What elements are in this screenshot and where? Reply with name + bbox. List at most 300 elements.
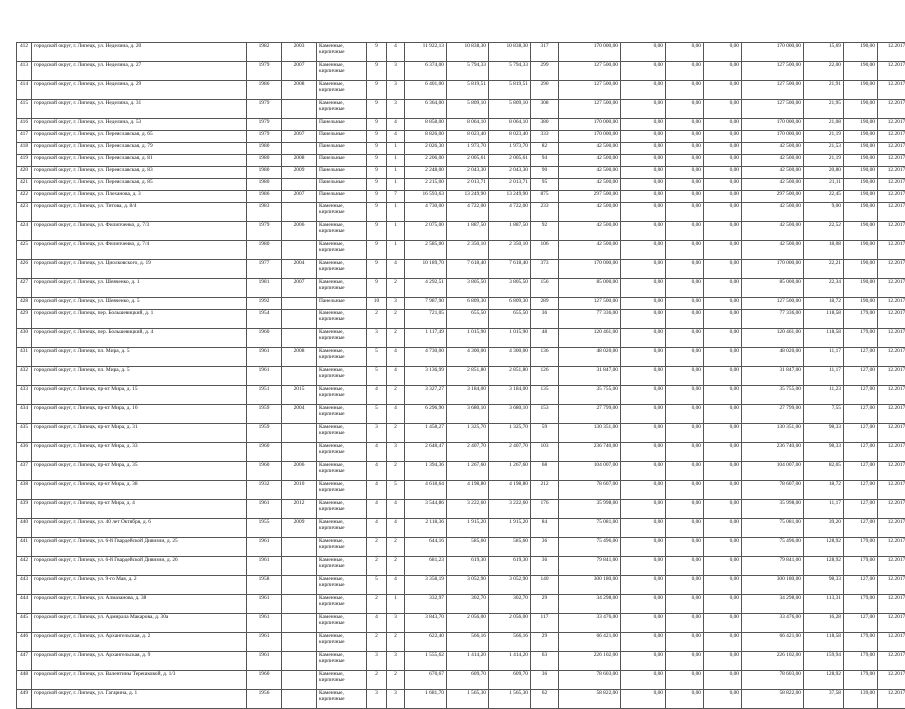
regional-funds-cell: 0,00: [666, 633, 704, 652]
limit-cost-cell: 139,00: [844, 690, 878, 709]
residents-cell: 36: [531, 557, 559, 576]
residential-area-cell: 1 414,20: [489, 652, 531, 671]
entrances-cell: 3: [387, 652, 405, 671]
address-cell: городской округ, г. Липецк, пр-кт Мира, д. 33: [32, 443, 247, 462]
total-area-cell: 2 026,30: [405, 143, 447, 155]
living-area-cell: 2 350,10: [447, 241, 489, 260]
total-area-cell: 4 618,64: [405, 481, 447, 500]
owner-funds-cell: 42 500,00: [742, 179, 804, 191]
total-cost-cell: 127 500,00: [559, 81, 621, 100]
federal-funds-cell: 0,00: [621, 43, 666, 62]
wall-material-cell: Панельные: [317, 155, 367, 167]
unit-cost-cell: 21,08: [804, 119, 844, 131]
table-row: [17, 538, 905, 557]
owner-funds-cell: 42 500,00: [742, 155, 804, 167]
owner-funds-cell: 120 461,00: [742, 329, 804, 348]
unit-cost-cell: 22,52: [804, 222, 844, 241]
address-cell: городской округ, г. Липецк, ул. Неделина, д. 29: [32, 81, 247, 100]
total-area-cell: 3 843,70: [405, 614, 447, 633]
regional-funds-cell: 0,00: [666, 405, 704, 424]
repair-year-cell: [282, 310, 317, 329]
address-cell: городской округ, г. Липецк, пр-кт Мира, д. 31: [32, 424, 247, 443]
entrances-cell: 2: [387, 310, 405, 329]
floors-cell: 9: [367, 222, 387, 241]
total-cost-cell: 35 755,00: [559, 386, 621, 405]
residents-cell: 875: [531, 191, 559, 203]
deadline-cell: 12.2017: [878, 500, 905, 519]
living-area-cell: 2 043,30: [447, 167, 489, 179]
row-number-cell: 441: [17, 538, 32, 557]
residents-cell: 317: [531, 43, 559, 62]
total-area-cell: 4 730,00: [405, 203, 447, 222]
limit-cost-cell: 190,00: [844, 131, 878, 143]
row-number-cell: 435: [17, 424, 32, 443]
federal-funds-cell: 0,00: [621, 481, 666, 500]
row-number-cell: 430: [17, 329, 32, 348]
federal-funds-cell: 0,00: [621, 203, 666, 222]
table-row: [17, 43, 905, 62]
row-number-cell: 429: [17, 310, 32, 329]
residents-cell: 333: [531, 131, 559, 143]
entrances-cell: 1: [387, 143, 405, 155]
address-cell: городской округ, г. Липецк, ул. Шевченко, д. 5: [32, 298, 247, 310]
total-area-cell: 2 206,00: [405, 155, 447, 167]
deadline-cell: 12.2017: [878, 131, 905, 143]
federal-funds-cell: 0,00: [621, 329, 666, 348]
repair-year-cell: [282, 633, 317, 652]
total-cost-cell: 236 740,00: [559, 443, 621, 462]
living-area-cell: 619,30: [447, 557, 489, 576]
repair-year-cell: [282, 595, 317, 614]
residents-cell: 94: [531, 155, 559, 167]
owner-funds-cell: 236 740,00: [742, 443, 804, 462]
federal-funds-cell: 0,00: [621, 671, 666, 690]
residents-cell: 233: [531, 203, 559, 222]
table-row: [17, 81, 905, 100]
limit-cost-cell: 127,00: [844, 462, 878, 481]
unit-cost-cell: 98,33: [804, 576, 844, 595]
total-area-cell: 3 544,86: [405, 500, 447, 519]
residential-area-cell: 2 013,71: [489, 179, 531, 191]
row-number-cell: 426: [17, 260, 32, 279]
owner-funds-cell: 75 081,00: [742, 519, 804, 538]
address-cell: городской округ, г. Липецк, ул. Филипченко, д. 7/4: [32, 241, 247, 260]
federal-funds-cell: 0,00: [621, 652, 666, 671]
federal-funds-cell: 0,00: [621, 143, 666, 155]
regional-funds-cell: 0,00: [666, 179, 704, 191]
local-funds-cell: 0,00: [704, 576, 742, 595]
address-cell: городской округ, г. Липецк, ул. Архангельская, д. 2: [32, 633, 247, 652]
address-cell: городской округ, г. Липецк, пр-кт Мира, д. 38: [32, 481, 247, 500]
residents-cell: 63: [531, 652, 559, 671]
living-area-cell: 5 794,33: [447, 62, 489, 81]
table-row: [17, 633, 905, 652]
residents-cell: 126: [531, 367, 559, 386]
wall-material-cell: Каменные, кирпичные: [317, 519, 367, 538]
deadline-cell: 12.2017: [878, 298, 905, 310]
table-row: [17, 329, 905, 348]
federal-funds-cell: 0,00: [621, 633, 666, 652]
residential-area-cell: 7 618,40: [489, 260, 531, 279]
unit-cost-cell: 128,92: [804, 557, 844, 576]
build-year-cell: 1959: [247, 405, 282, 424]
total-cost-cell: 85 000,00: [559, 279, 621, 298]
deadline-cell: 12.2017: [878, 614, 905, 633]
limit-cost-cell: 127,00: [844, 367, 878, 386]
build-year-cell: 1982: [247, 43, 282, 62]
build-year-cell: 1960: [247, 443, 282, 462]
total-area-cell: 3 358,19: [405, 576, 447, 595]
floors-cell: 9: [367, 143, 387, 155]
entrances-cell: 1: [387, 595, 405, 614]
limit-cost-cell: 190,00: [844, 179, 878, 191]
row-number-cell: 418: [17, 143, 32, 155]
living-area-cell: 1 565,30: [447, 690, 489, 709]
floors-cell: 9: [367, 203, 387, 222]
total-cost-cell: 78 607,00: [559, 481, 621, 500]
unit-cost-cell: 18,72: [804, 481, 844, 500]
regional-funds-cell: 0,00: [666, 614, 704, 633]
wall-material-cell: Каменные, кирпичные: [317, 310, 367, 329]
regional-funds-cell: 0,00: [666, 348, 704, 367]
address-cell: городской округ, г. Липецк, пер. Большевицкий, д. 4: [32, 329, 247, 348]
build-year-cell: 1979: [247, 131, 282, 143]
owner-funds-cell: 104 007,00: [742, 462, 804, 481]
total-cost-cell: 58 822,00: [559, 690, 621, 709]
living-area-cell: 3 222,60: [447, 500, 489, 519]
limit-cost-cell: 190,00: [844, 279, 878, 298]
residents-cell: 380: [531, 119, 559, 131]
regional-funds-cell: 0,00: [666, 519, 704, 538]
floors-cell: 9: [367, 155, 387, 167]
regional-funds-cell: 0,00: [666, 462, 704, 481]
wall-material-cell: Каменные, кирпичные: [317, 538, 367, 557]
living-area-cell: 3 680,10: [447, 405, 489, 424]
regional-funds-cell: 0,00: [666, 203, 704, 222]
deadline-cell: 12.2017: [878, 191, 905, 203]
floors-cell: 2: [367, 310, 387, 329]
address-cell: городской округ, г. Липецк, ул. Архангельская, д. 9: [32, 652, 247, 671]
floors-cell: 9: [367, 81, 387, 100]
unit-cost-cell: 11,17: [804, 348, 844, 367]
repair-year-cell: [282, 143, 317, 155]
local-funds-cell: 0,00: [704, 614, 742, 633]
total-area-cell: 2 215,00: [405, 179, 447, 191]
federal-funds-cell: 0,00: [621, 614, 666, 633]
federal-funds-cell: 0,00: [621, 167, 666, 179]
federal-funds-cell: 0,00: [621, 443, 666, 462]
repair-year-cell: 2007: [282, 62, 317, 81]
local-funds-cell: 0,00: [704, 690, 742, 709]
total-area-cell: 1 458,27: [405, 424, 447, 443]
local-funds-cell: 0,00: [704, 633, 742, 652]
local-funds-cell: 0,00: [704, 241, 742, 260]
table-row: [17, 62, 905, 81]
wall-material-cell: Панельные: [317, 191, 367, 203]
limit-cost-cell: 127,00: [844, 500, 878, 519]
build-year-cell: 1961: [247, 652, 282, 671]
unit-cost-cell: 128,92: [804, 538, 844, 557]
build-year-cell: 1961: [247, 500, 282, 519]
deadline-cell: 12.2017: [878, 329, 905, 348]
address-cell: городской округ, г. Липецк, ул. Циолковского, д. 19: [32, 260, 247, 279]
row-number-cell: 436: [17, 443, 32, 462]
wall-material-cell: Каменные, кирпичные: [317, 386, 367, 405]
owner-funds-cell: 127 500,00: [742, 298, 804, 310]
limit-cost-cell: 190,00: [844, 203, 878, 222]
owner-funds-cell: 78 607,00: [742, 481, 804, 500]
address-cell: городской округ, г. Липецк, ул. Гагарина, д. 1: [32, 690, 247, 709]
owner-funds-cell: 78 603,00: [742, 671, 804, 690]
deadline-cell: 12.2017: [878, 671, 905, 690]
unit-cost-cell: 11,23: [804, 386, 844, 405]
entrances-cell: 3: [387, 443, 405, 462]
repair-year-cell: 2004: [282, 405, 317, 424]
regional-funds-cell: 0,00: [666, 481, 704, 500]
residential-area-cell: 4 722,00: [489, 203, 531, 222]
total-cost-cell: 77 336,00: [559, 310, 621, 329]
address-cell: городской округ, г. Липецк, ул. Валентины Терешковой, д. 1/3: [32, 671, 247, 690]
total-cost-cell: 42 500,00: [559, 241, 621, 260]
local-funds-cell: 0,00: [704, 424, 742, 443]
unit-cost-cell: 22,21: [804, 260, 844, 279]
repair-year-cell: 2006: [282, 222, 317, 241]
local-funds-cell: 0,00: [704, 155, 742, 167]
total-area-cell: 10 189,70: [405, 260, 447, 279]
build-year-cell: 1983: [247, 203, 282, 222]
total-area-cell: 1 117,49: [405, 329, 447, 348]
floors-cell: 5: [367, 348, 387, 367]
entrances-cell: 1: [387, 203, 405, 222]
regional-funds-cell: 0,00: [666, 595, 704, 614]
build-year-cell: 1960: [247, 462, 282, 481]
entrances-cell: 1: [387, 167, 405, 179]
total-area-cell: 721,05: [405, 310, 447, 329]
floors-cell: 4: [367, 500, 387, 519]
floors-cell: 3: [367, 652, 387, 671]
federal-funds-cell: 0,00: [621, 62, 666, 81]
deadline-cell: 12.2017: [878, 367, 905, 386]
wall-material-cell: Каменные, кирпичные: [317, 595, 367, 614]
total-area-cell: 3 136,99: [405, 367, 447, 386]
deadline-cell: 12.2017: [878, 633, 905, 652]
residential-area-cell: 1 015,90: [489, 329, 531, 348]
entrances-cell: 3: [387, 62, 405, 81]
residents-cell: 36: [531, 671, 559, 690]
build-year-cell: 1954: [247, 310, 282, 329]
limit-cost-cell: 190,00: [844, 155, 878, 167]
deadline-cell: 12.2017: [878, 481, 905, 500]
total-cost-cell: 35 998,00: [559, 500, 621, 519]
floors-cell: 9: [367, 260, 387, 279]
build-year-cell: 1980: [247, 241, 282, 260]
entrances-cell: 4: [387, 119, 405, 131]
floors-cell: 2: [367, 538, 387, 557]
address-cell: городской округ, г. Липецк, ул. Переяславская, д. 65: [32, 131, 247, 143]
living-area-cell: 10 838,30: [447, 43, 489, 62]
total-area-cell: 4 292,51: [405, 279, 447, 298]
deadline-cell: 12.2017: [878, 519, 905, 538]
address-cell: городской округ, г. Липецк, ул. Переяславская, д. 83: [32, 167, 247, 179]
table-row: [17, 279, 905, 298]
housing-register-sheet: [16, 42, 885, 709]
build-year-cell: 1958: [247, 576, 282, 595]
build-year-cell: 1992: [247, 298, 282, 310]
owner-funds-cell: 34 298,00: [742, 595, 804, 614]
residential-area-cell: 2 043,30: [489, 167, 531, 179]
residential-area-cell: 5 809,10: [489, 100, 531, 119]
unit-cost-cell: 82,05: [804, 462, 844, 481]
build-year-cell: 1981: [247, 279, 282, 298]
address-cell: городской округ, г. Липецк, ул. Адмирала Макарова, д. 30а: [32, 614, 247, 633]
build-year-cell: 1961: [247, 367, 282, 386]
address-cell: городской округ, г. Липецк, пр-кт Мира, д. 4: [32, 500, 247, 519]
row-number-cell: 421: [17, 179, 32, 191]
build-year-cell: 1986: [247, 81, 282, 100]
floors-cell: 3: [367, 690, 387, 709]
federal-funds-cell: 0,00: [621, 191, 666, 203]
owner-funds-cell: 226 102,00: [742, 652, 804, 671]
total-area-cell: 4 730,00: [405, 348, 447, 367]
table-row: [17, 519, 905, 538]
federal-funds-cell: 0,00: [621, 241, 666, 260]
wall-material-cell: Каменные, кирпичные: [317, 481, 367, 500]
row-number-cell: 439: [17, 500, 32, 519]
local-funds-cell: 0,00: [704, 62, 742, 81]
row-number-cell: 433: [17, 386, 32, 405]
regional-funds-cell: 0,00: [666, 690, 704, 709]
repair-year-cell: 2003: [282, 43, 317, 62]
wall-material-cell: Каменные, кирпичные: [317, 367, 367, 386]
wall-material-cell: Панельные: [317, 298, 367, 310]
deadline-cell: 12.2017: [878, 652, 905, 671]
residential-area-cell: 609,70: [489, 671, 531, 690]
residential-area-cell: 6 809,30: [489, 298, 531, 310]
build-year-cell: 1961: [247, 348, 282, 367]
living-area-cell: 3 805,50: [447, 279, 489, 298]
table-row: [17, 690, 905, 709]
repair-year-cell: 2009: [282, 167, 317, 179]
regional-funds-cell: 0,00: [666, 310, 704, 329]
total-area-cell: 644,16: [405, 538, 447, 557]
total-area-cell: 6 401,00: [405, 81, 447, 100]
entrances-cell: 1: [387, 241, 405, 260]
regional-funds-cell: 0,00: [666, 131, 704, 143]
deadline-cell: 12.2017: [878, 279, 905, 298]
floors-cell: 5: [367, 576, 387, 595]
row-number-cell: 413: [17, 62, 32, 81]
local-funds-cell: 0,00: [704, 143, 742, 155]
regional-funds-cell: 0,00: [666, 671, 704, 690]
local-funds-cell: 0,00: [704, 191, 742, 203]
total-area-cell: 6 374,00: [405, 62, 447, 81]
floors-cell: 4: [367, 462, 387, 481]
total-cost-cell: 34 298,00: [559, 595, 621, 614]
unit-cost-cell: 21,95: [804, 100, 844, 119]
total-cost-cell: 79 841,00: [559, 557, 621, 576]
limit-cost-cell: 190,00: [844, 81, 878, 100]
unit-cost-cell: 118,58: [804, 633, 844, 652]
wall-material-cell: Каменные, кирпичные: [317, 690, 367, 709]
row-number-cell: 425: [17, 241, 32, 260]
owner-funds-cell: 42 500,00: [742, 222, 804, 241]
wall-material-cell: Панельные: [317, 131, 367, 143]
total-cost-cell: 75 081,00: [559, 519, 621, 538]
floors-cell: 10: [367, 298, 387, 310]
residents-cell: 373: [531, 260, 559, 279]
total-cost-cell: 127 500,00: [559, 62, 621, 81]
entrances-cell: 2: [387, 633, 405, 652]
unit-cost-cell: 39,20: [804, 519, 844, 538]
entrances-cell: 2: [387, 557, 405, 576]
total-area-cell: 11 922,13: [405, 43, 447, 62]
residential-area-cell: 2 005,61: [489, 155, 531, 167]
table-row: [17, 191, 905, 203]
deadline-cell: 12.2017: [878, 81, 905, 100]
deadline-cell: 12.2017: [878, 405, 905, 424]
wall-material-cell: Каменные, кирпичные: [317, 100, 367, 119]
row-number-cell: 428: [17, 298, 32, 310]
repair-year-cell: 2007: [282, 131, 317, 143]
wall-material-cell: Панельные: [317, 179, 367, 191]
total-cost-cell: 300 180,00: [559, 576, 621, 595]
entrances-cell: 2: [387, 671, 405, 690]
regional-funds-cell: 0,00: [666, 260, 704, 279]
entrances-cell: 3: [387, 298, 405, 310]
entrances-cell: 7: [387, 191, 405, 203]
total-area-cell: 2 648,47: [405, 443, 447, 462]
regional-funds-cell: 0,00: [666, 576, 704, 595]
total-cost-cell: 42 500,00: [559, 179, 621, 191]
deadline-cell: 12.2017: [878, 143, 905, 155]
unit-cost-cell: 98,33: [804, 443, 844, 462]
floors-cell: 2: [367, 633, 387, 652]
local-funds-cell: 0,00: [704, 329, 742, 348]
deadline-cell: 12.2017: [878, 386, 905, 405]
table-row: [17, 386, 905, 405]
build-year-cell: 1979: [247, 100, 282, 119]
floors-cell: 2: [367, 595, 387, 614]
living-area-cell: 609,70: [447, 671, 489, 690]
build-year-cell: 1956: [247, 690, 282, 709]
row-number-cell: 438: [17, 481, 32, 500]
regional-funds-cell: 0,00: [666, 500, 704, 519]
living-area-cell: 1 414,20: [447, 652, 489, 671]
housing-table: [16, 42, 905, 709]
unit-cost-cell: 11,17: [804, 500, 844, 519]
regional-funds-cell: 0,00: [666, 167, 704, 179]
repair-year-cell: 2010: [282, 481, 317, 500]
local-funds-cell: 0,00: [704, 386, 742, 405]
deadline-cell: 12.2017: [878, 167, 905, 179]
federal-funds-cell: 0,00: [621, 298, 666, 310]
deadline-cell: 12.2017: [878, 241, 905, 260]
limit-cost-cell: 190,00: [844, 100, 878, 119]
living-area-cell: 5 809,10: [447, 100, 489, 119]
residential-area-cell: 1 973,70: [489, 143, 531, 155]
repair-year-cell: [282, 179, 317, 191]
table-row: [17, 119, 905, 131]
row-number-cell: 416: [17, 119, 32, 131]
limit-cost-cell: 179,00: [844, 652, 878, 671]
deadline-cell: 12.2017: [878, 348, 905, 367]
owner-funds-cell: 79 841,00: [742, 557, 804, 576]
federal-funds-cell: 0,00: [621, 595, 666, 614]
residents-cell: 48: [531, 329, 559, 348]
address-cell: городской округ, г. Липецк, пр-кт Мира, д. 16: [32, 405, 247, 424]
owner-funds-cell: 42 500,00: [742, 203, 804, 222]
row-number-cell: 442: [17, 557, 32, 576]
